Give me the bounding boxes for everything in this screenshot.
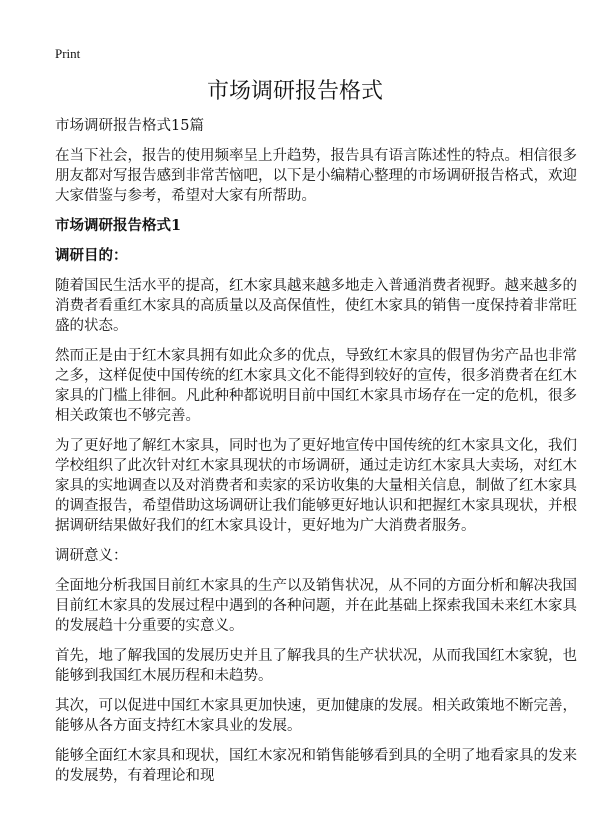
paragraph [55,436,577,536]
paragraph-line: 能够全面红木家具和现状，国红木家况和销售能够看到具的全明了地看家具的发来 [55,748,577,764]
paragraph-line: 首先，地了解我国的发展历史并且了解我具的生产状状况，从而我国红木家貌，也 [55,648,577,664]
paragraph-line: 能够到我国红木展历程和未趋势。 [55,668,273,684]
paragraph-line: 随着国民生活水平的提高，红木家具越来越多地走入普通消费者视野。越来越多的 [55,278,577,294]
paragraph-line: 家具的门槛上徘徊。凡此种种都说明目前中国红木家具市场存在一定的危机，很多 [55,388,577,404]
paragraph-line: 家具的实地调查以及对消费者和卖家的采访收集的大量相关信息，制做了红木家具 [55,478,577,494]
paragraph-line: 然而正是由于红木家具拥有如此众多的优点，导致红木家具的假冒伪劣产品也非常 [55,348,577,364]
paragraph-line: 大家借鉴与参考，希望对大家有所帮助。 [55,188,316,204]
paragraph-line: 朋友都对写报告感到非常苦恼吧，以下是小编精心整理的市场调研报告格式，欢迎 [55,168,577,184]
paragraph-line: 能够从各方面支持红木家具业的发展。 [55,718,302,734]
paragraph-line: 的发展势，有着理论和现 [55,768,215,784]
paragraph [55,546,555,566]
paragraph-line: 之多，这样促使中国传统的红木家具文化不能得到较好的宣传，很多消费者在红木 [55,368,577,384]
paragraph-line: 相关政策也不够完善。 [55,408,200,424]
paragraph [55,146,577,206]
paragraph-line: 全面地分析我国目前红木家具的生产以及销售状况，从不同的方面分析和解决我国 [55,578,577,594]
paragraph-line: 调研意义： [55,548,128,564]
paragraph-line: 在当下社会，报告的使用频率呈上升趋势，报告具有语言陈述性的特点。相信很多 [55,148,577,164]
paragraph-line: 盛的状态。 [55,318,128,334]
paragraph-line: 的发展趋十分重要的实意义。 [55,618,244,634]
paragraph-line: 消费者看重红木家具的高质量以及高保值性，使红木家具的销售一度保持着非常旺 [55,298,577,314]
paragraph [55,276,577,336]
subtitle: 市场调研报告格式15篇 [55,118,204,134]
paragraph-line: 为了更好地了解红木家具，同时也为了更好地宣传中国传统的红木家具文化，我们 [55,438,577,454]
paragraph [55,346,577,426]
print-link[interactable]: Print [55,46,81,61]
paragraph [55,746,577,786]
section-heading: 市场调研报告格式1 [55,217,182,234]
page-title: 市场调研报告格式 [206,79,383,104]
paragraph-line: 的调查报告，希望借助这场调研让我们能够更好地认识和把握红木家具现状，并根 [55,498,577,514]
paragraph [55,576,577,636]
paragraph-line: 学校组织了此次针对红木家具现状的市场调研，通过走访红木家具大卖场，对红木 [55,458,577,474]
paragraph [55,646,577,686]
document [55,44,577,786]
section-heading: 调研目的： [55,247,128,264]
paragraph-line: 其次，可以促进中国红木家具更加快速，更加健康的发展。相关政策地不断完善， [55,698,577,714]
paragraph [55,696,577,736]
paragraph-line: 据调研结果做好我们的红木家具设计，更好地为广大消费者服务。 [55,518,476,534]
document-body [55,146,577,786]
paragraph-line: 目前红木家具的发展过程中遇到的各种问题，并在此基础上探索我国未来红木家具 [55,598,577,614]
